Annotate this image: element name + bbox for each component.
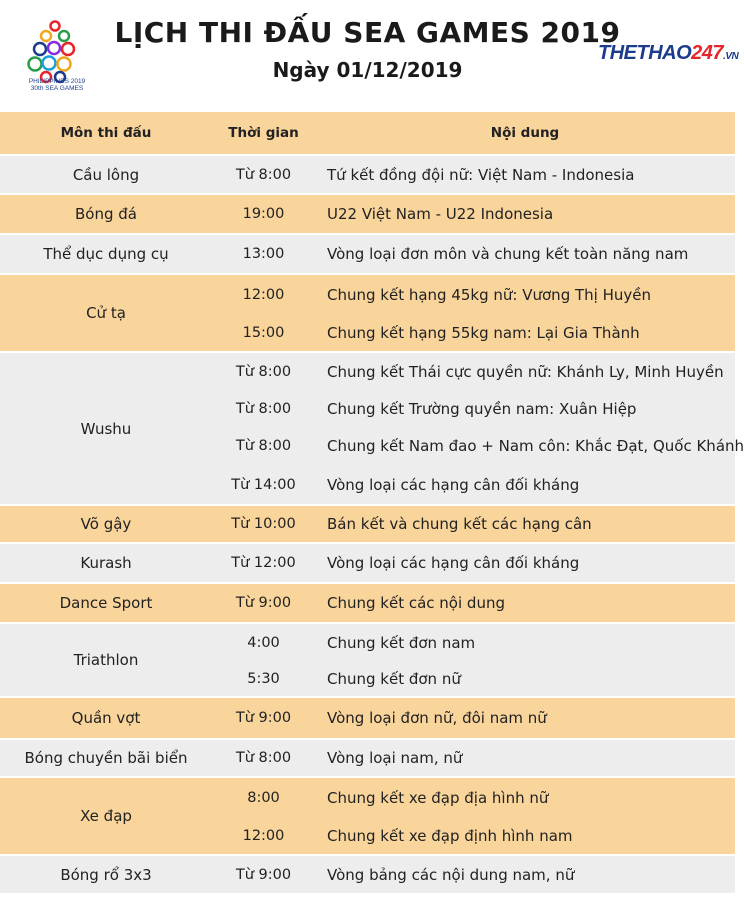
content-cell: Vòng loại nam, nữ (315, 739, 735, 777)
header-content: Nội dung (315, 112, 735, 155)
table-row (0, 194, 735, 234)
sport-cell: Triathlon (0, 623, 212, 697)
header-sport: Môn thi đấu (0, 112, 212, 155)
brand-part2: 247 (691, 42, 724, 64)
table-row (0, 583, 735, 623)
page-title: LỊCH THI ĐẤU SEA GAMES 2019 (114, 16, 621, 49)
content-cell: Chung kết Nam đao + Nam côn: Khắc Đạt, Quốc Khánh (315, 427, 735, 465)
time-cell: 8:00 (212, 777, 315, 817)
time-cell: 15:00 (212, 314, 315, 352)
content-cell: Chung kết Trường quyền nam: Xuân Hiệp (315, 391, 735, 427)
sport-cell: Quần vợt (0, 697, 212, 739)
table-row (0, 505, 735, 543)
table-row (0, 234, 735, 274)
time-cell: Từ 8:00 (212, 155, 315, 194)
time-cell: Từ 14:00 (212, 465, 315, 505)
table-row (0, 274, 735, 314)
time-cell: 12:00 (212, 817, 315, 855)
table-row (0, 697, 735, 739)
time-cell: Từ 9:00 (212, 855, 315, 893)
content-cell: Vòng loại các hạng cân đối kháng (315, 543, 735, 583)
sport-cell: Kurash (0, 543, 212, 583)
page-date: Ngày 01/12/2019 (272, 58, 463, 82)
content-cell: Bán kết và chung kết các hạng cân (315, 505, 735, 543)
content-cell: Chung kết các nội dung (315, 583, 735, 623)
sport-cell: Dance Sport (0, 583, 212, 623)
time-cell: 4:00 (212, 623, 315, 661)
table-row (0, 739, 735, 777)
time-cell: Từ 12:00 (212, 543, 315, 583)
table-row (0, 777, 735, 817)
time-cell: 5:30 (212, 661, 315, 697)
sport-cell: Cầu lông (0, 155, 212, 194)
content-cell: Chung kết xe đạp định hình nam (315, 817, 735, 855)
table-row (0, 352, 735, 391)
sport-cell: Xe đạp (0, 777, 212, 855)
logo-caption-line1: PHILIPPINES 2019 (28, 78, 86, 85)
brand-part1: THETHAO (598, 42, 692, 64)
content-cell: Vòng loại đơn môn và chung kết toàn năng nam (315, 234, 735, 274)
brand-logo (598, 42, 738, 65)
time-cell: Từ 10:00 (212, 505, 315, 543)
sport-cell: Wushu (0, 352, 212, 505)
sport-cell: Võ gậy (0, 505, 212, 543)
schedule-table (0, 112, 744, 893)
content-cell: Vòng loại đơn nữ, đôi nam nữ (315, 697, 735, 739)
sport-cell: Bóng chuyền bãi biển (0, 739, 212, 777)
time-cell: Từ 9:00 (212, 697, 315, 739)
header-time: Thời gian (212, 112, 315, 155)
sport-cell: Bóng rổ 3x3 (0, 855, 212, 893)
time-cell: Từ 8:00 (212, 352, 315, 391)
content-cell: Chung kết Thái cực quyền nữ: Khánh Ly, Minh Huyền (315, 352, 735, 391)
sport-cell: Cử tạ (0, 274, 212, 352)
content-cell: Vòng loại các hạng cân đối kháng (315, 465, 735, 505)
content-cell: Chung kết hạng 55kg nam: Lại Gia Thành (315, 314, 735, 352)
time-cell: Từ 8:00 (212, 739, 315, 777)
time-cell: 12:00 (212, 274, 315, 314)
time-cell: 13:00 (212, 234, 315, 274)
time-cell: 19:00 (212, 194, 315, 234)
time-cell: Từ 8:00 (212, 427, 315, 465)
content-cell: Chung kết đơn nam (315, 623, 735, 661)
schedule-body (0, 155, 744, 893)
table-header-row (0, 112, 735, 155)
time-cell: Từ 9:00 (212, 583, 315, 623)
content-cell: U22 Việt Nam - U22 Indonesia (315, 194, 735, 234)
sport-cell: Thể dục dụng cụ (0, 234, 212, 274)
page-header (0, 0, 739, 112)
logo-caption-line2: 30th SEA GAMES (30, 85, 84, 92)
content-cell: Tứ kết đồng đội nữ: Việt Nam - Indonesia (315, 155, 735, 194)
content-cell: Chung kết xe đạp địa hình nữ (315, 777, 735, 817)
time-cell: Từ 8:00 (212, 391, 315, 427)
brand-part3: .VN (723, 51, 739, 62)
table-row (0, 543, 735, 583)
table-row (0, 155, 735, 194)
sport-cell: Bóng đá (0, 194, 212, 234)
table-row (0, 855, 735, 893)
content-cell: Chung kết hạng 45kg nữ: Vương Thị Huyền (315, 274, 735, 314)
content-cell: Vòng bảng các nội dung nam, nữ (315, 855, 735, 893)
content-cell: Chung kết đơn nữ (315, 661, 735, 697)
table-row (0, 623, 735, 661)
